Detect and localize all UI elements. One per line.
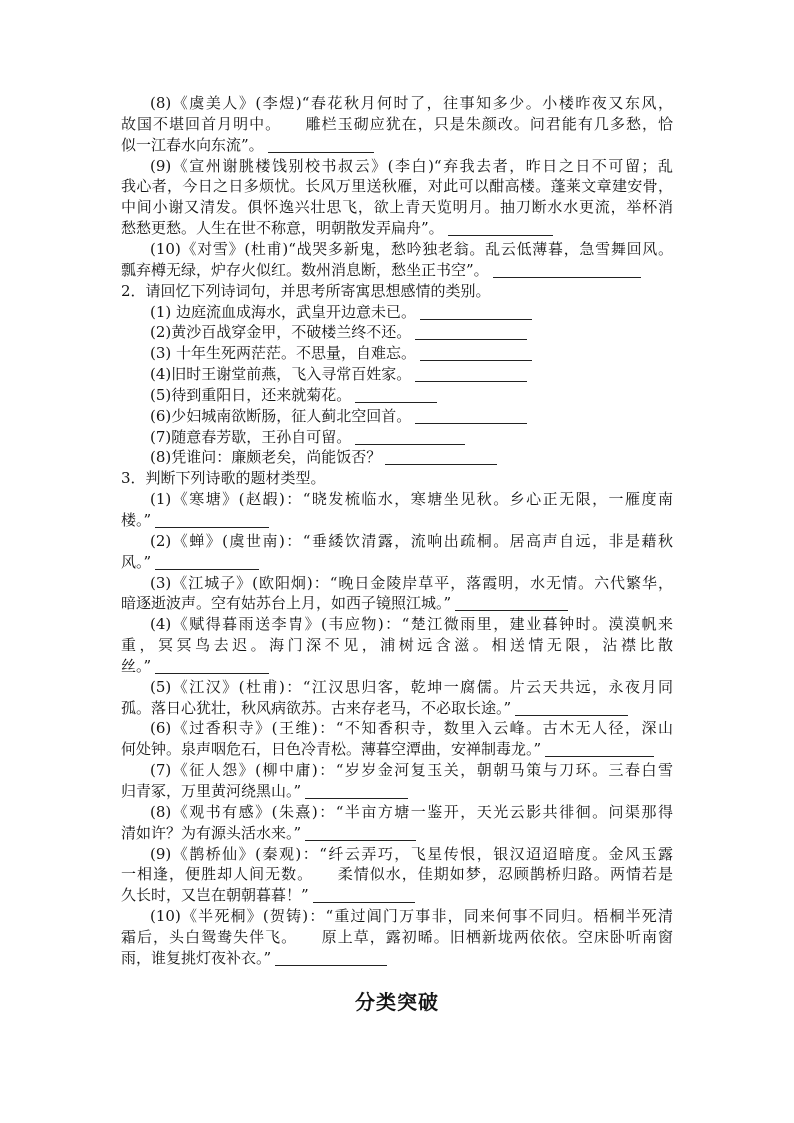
poem-line: (5)《江汉》(杜甫)：“江汉思归客，乾坤一腐儒。片云天共远，永夜月同: [150, 678, 673, 696]
poem-line: (10)《对雪》(杜甫)“战哭多新鬼，愁吟独老翁。乱云低薄暮，急雪舞回风。: [150, 240, 673, 258]
poem-line: [121, 260, 641, 280]
item-text: (3) 十年生死两茫茫。不思量，自难忘。: [150, 344, 417, 362]
poem-line: 故国不堪回首月明中。 雕栏玉砌应犹在，只是朱颜改。问君能有几多愁，恰: [121, 115, 673, 133]
answer-blank: [268, 138, 374, 153]
answer-blank: [515, 701, 628, 716]
poem-line-text: 归青冢，万里黄河绕黑山。”: [121, 782, 302, 800]
item-text: (5)待到重阳日，还来就菊花。: [150, 386, 352, 404]
poem-line: 中间小谢又清发。俱怀逸兴壮思飞，欲上青天览明月。抽刀断水水更流，举杯消: [121, 198, 673, 216]
item-text: (1) 边庭流血成海水，武皇开边意未已。: [150, 303, 417, 321]
answer-blank: [305, 826, 416, 841]
poem-line-text: 雨，谁复挑灯夜补衣。”: [121, 949, 272, 967]
answer-blank: [545, 742, 654, 757]
poem-line-text: 暗逐逝波声。空有姑苏台上月，如西子镜照江城。”: [121, 594, 452, 612]
poem-line: (1)《寒塘》(赵嘏)：“晓发梳临水，寒塘坐见秋。乡心正无限，一雁度南: [150, 490, 673, 508]
list-item: [150, 322, 527, 342]
question-prompt: 3．判断下列诗歌的题材类型。: [121, 469, 326, 487]
poem-line: 一相逢，便胜却人间无数。 柔情似水，佳期如梦，忍顾鹊桥归路。两情若是: [121, 865, 673, 883]
poem-line: 重，冥冥鸟去迟。海门深不见，浦树远含滋。相送情无限，沾襟比散: [121, 636, 673, 654]
poem-line-text: 楼。”: [121, 511, 152, 529]
item-text: (7)随意春芳歇，王孙自可留。: [150, 428, 352, 446]
section-heading: 分类突破: [355, 990, 439, 1014]
answer-blank: [420, 346, 532, 361]
poem-line: [121, 593, 568, 613]
item-text: (2)黄沙百战穿金甲，不破楼兰终不还。: [150, 323, 412, 341]
poem-line-text: 似一江春水向东流”。: [121, 136, 264, 154]
poem-line: 霜后，头白鸳鸯失伴飞。 原上草，露初晞。旧栖新垅两依依。空床卧听南窗: [121, 928, 673, 946]
poem-line: (4)《赋得暮雨送李胄》(韦应物)：“楚江微雨里，建业暮钟时。漠漠帆来: [150, 615, 673, 633]
answer-blank: [155, 513, 269, 528]
poem-line: [121, 698, 628, 718]
poem-line: 我心者，今日之日多烦忧。长风万里送秋雁，对此可以酣高楼。蓬莱文章建安骨，: [121, 177, 673, 195]
poem-line-text: 风。”: [121, 553, 152, 571]
item-text: (8)凭谁问：廉颇老矣，尚能饭否？: [150, 448, 382, 466]
answer-blank: [493, 263, 641, 278]
poem-line: [121, 781, 408, 801]
list-item: [150, 343, 532, 363]
answer-blank: [155, 659, 269, 674]
poem-line: [121, 656, 269, 676]
poem-line: [121, 739, 654, 759]
poem-line-text: 愁愁更愁。人生在世不称意，明朝散发弄扁舟”。: [121, 219, 444, 237]
list-item: [150, 385, 437, 405]
list-item: [150, 364, 527, 384]
list-item: [150, 427, 465, 447]
answer-blank: [155, 555, 259, 570]
poem-line-text: 瓢弃樽无绿，炉存火似红。数州消息断，愁坐正书空”。: [121, 261, 489, 279]
poem-line-text: 久长时，又岂在朝朝暮暮！”: [121, 886, 309, 904]
poem-line-text: 何处钟。泉声咽危石，日色冷青松。薄暮空潭曲，安禅制毒龙。”: [121, 740, 542, 758]
poem-line: (8)《虞美人》(李煜)“春花秋月何时了，往事知多少。小楼昨夜又东风，: [150, 94, 673, 112]
answer-blank: [420, 305, 532, 320]
answer-blank: [355, 430, 465, 445]
poem-line-text: 丝。”: [121, 657, 152, 675]
poem-line: (3)《江城子》(欧阳炯)：“晚日金陵岸草平，落霞明，水无情。六代繁华，: [150, 574, 673, 592]
poem-line: [121, 552, 259, 572]
answer-blank: [275, 951, 387, 966]
list-item: [150, 302, 532, 322]
poem-line: [121, 218, 553, 238]
answer-blank: [455, 596, 568, 611]
poem-line-text: 清如许？为有源头活水来。”: [121, 824, 302, 842]
answer-blank: [415, 325, 527, 340]
poem-line: [121, 510, 269, 530]
poem-line: [121, 135, 374, 155]
answer-blank: [313, 888, 415, 903]
item-text: (4)旧时王谢堂前燕，飞入寻常百姓家。: [150, 365, 412, 383]
answer-blank: [448, 221, 553, 236]
poem-line: [121, 823, 416, 843]
poem-line: (2)《蝉》(虞世南)：“垂緌饮清露，流响出疏桐。居高声自远，非是藉秋: [150, 532, 673, 550]
list-item: [150, 447, 497, 467]
answer-blank: [415, 409, 527, 424]
answer-blank: [385, 450, 497, 465]
poem-line: (10)《半死桐》(贺铸)：“重过阊门万事非，同来何事不同归。梧桐半死清: [150, 907, 673, 925]
answer-blank: [305, 784, 408, 799]
answer-blank: [355, 388, 437, 403]
poem-line: [121, 885, 415, 905]
answer-blank: [415, 367, 527, 382]
poem-line: (8)《观书有感》(朱熹)：“半亩方塘一鉴开，天光云影共徘徊。问渠那得: [150, 803, 673, 821]
list-item: [150, 406, 527, 426]
question-prompt: 2．请回忆下列诗词句，并思考所寄寓思想感情的类别。: [121, 282, 491, 300]
item-text: (6)少妇城南欲断肠，征人蓟北空回首。: [150, 407, 412, 425]
poem-line-text: 孤。落日心犹壮，秋风病欲苏。古来存老马，不必取长途。”: [121, 699, 512, 717]
poem-line: (9)《鹊桥仙》(秦观)：“纤云弄巧，飞星传恨，银汉迢迢暗度。金风玉露: [150, 845, 673, 863]
poem-line: (7)《征人怨》(柳中庸)：“岁岁金河复玉关，朝朝马策与刀环。三春白雪: [150, 761, 673, 779]
poem-line: (9)《宣州谢朓楼饯别校书叔云》(李白)“弃我去者，昨日之日不可留；乱: [150, 157, 673, 175]
poem-line: (6)《过香积寺》(王维)：“不知香积寺，数里入云峰。古木无人径，深山: [150, 719, 673, 737]
poem-line: [121, 948, 387, 968]
